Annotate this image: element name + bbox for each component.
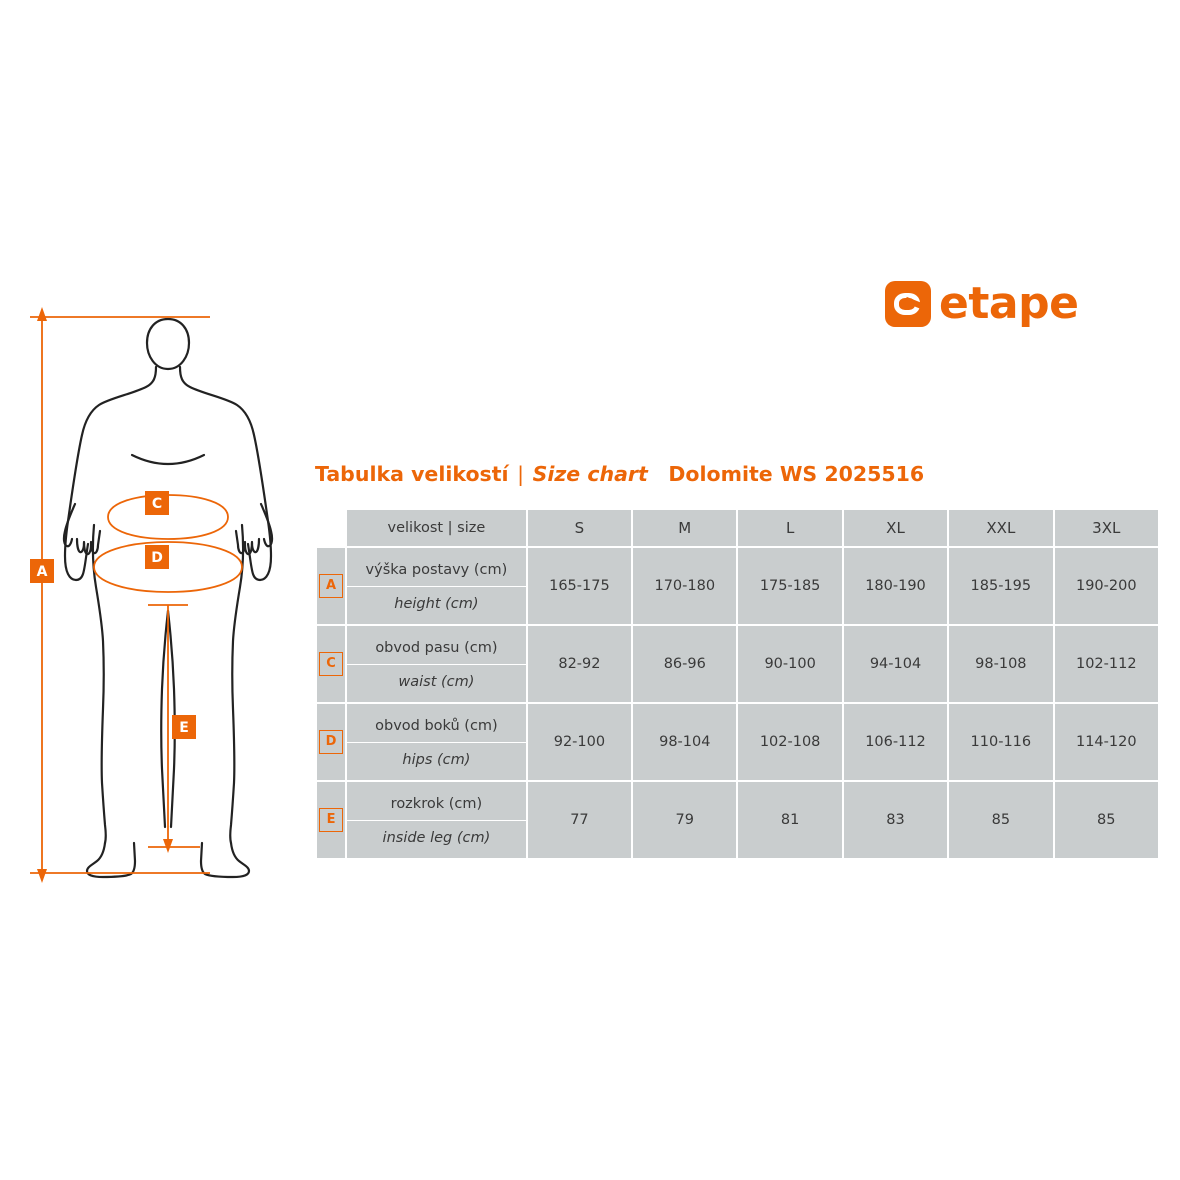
header-label: velikost | size [346,509,527,547]
row-letter-a [316,547,346,625]
chart-title-en: Size chart [532,462,648,486]
header-letter-spacer [316,509,346,547]
cell-height-xxl: 185-195 [948,547,1053,625]
table-row [316,703,1159,781]
row-label-inside-leg [346,781,527,859]
row-letter-badge: E [319,808,343,832]
row-label-en: height (cm) [394,595,479,612]
table-row [316,625,1159,703]
row-letter-badge: C [319,652,343,676]
cell-height-xl: 180-190 [843,547,948,625]
row-label-en: inside leg (cm) [382,829,491,846]
body-measurement-figure [20,295,300,925]
cell-hips-3xl: 114-120 [1054,703,1159,781]
row-label-cz: rozkrok (cm) [347,787,526,821]
cell-waist-l: 90-100 [737,625,842,703]
cell-height-3xl: 190-200 [1054,547,1159,625]
chart-title [315,462,924,486]
row-letter-e [316,781,346,859]
cell-hips-xxl: 110-116 [948,703,1053,781]
row-letter-d [316,703,346,781]
cell-inside-leg-xxl: 85 [948,781,1053,859]
svg-text:D: D [151,550,163,566]
row-label-hips [346,703,527,781]
header-size-l: L [737,509,842,547]
chart-title-cz: Tabulka velikostí [315,462,509,486]
cell-hips-m: 98-104 [632,703,737,781]
row-label-en: hips (cm) [402,751,471,768]
cell-height-l: 175-185 [737,547,842,625]
chart-title-product: Dolomite WS 2025516 [668,462,925,486]
cell-hips-s: 92-100 [527,703,632,781]
row-letter-badge: A [319,574,343,598]
row-label-cz: obvod boků (cm) [347,709,526,743]
size-chart-table [315,508,1160,860]
chart-title-separator: | [517,462,525,486]
cell-inside-leg-l: 81 [737,781,842,859]
etape-logo-text: etape [939,278,1079,329]
svg-text:C: C [151,496,163,512]
row-letter-c [316,625,346,703]
cell-waist-s: 82-92 [527,625,632,703]
header-size-m: M [632,509,737,547]
row-label-cz: obvod pasu (cm) [347,631,526,665]
row-label-en: waist (cm) [398,673,475,690]
svg-text:A: A [36,564,48,580]
etape-logo [885,278,1078,329]
header-size-xxl: XXL [948,509,1053,547]
cell-inside-leg-s: 77 [527,781,632,859]
svg-text:E: E [179,720,189,736]
cell-inside-leg-3xl: 85 [1054,781,1159,859]
cell-inside-leg-xl: 83 [843,781,948,859]
cell-waist-xl: 94-104 [843,625,948,703]
cell-waist-xxl: 98-108 [948,625,1053,703]
cell-waist-3xl: 102-112 [1054,625,1159,703]
table-row [316,781,1159,859]
row-label-cz: výška postavy (cm) [347,553,526,587]
row-label-height [346,547,527,625]
table-header-row [316,509,1159,547]
cell-hips-l: 102-108 [737,703,842,781]
table-row [316,547,1159,625]
cell-inside-leg-m: 79 [632,781,737,859]
header-size-3xl: 3XL [1054,509,1159,547]
header-size-s: S [527,509,632,547]
header-size-xl: XL [843,509,948,547]
cell-height-m: 170-180 [632,547,737,625]
cell-waist-m: 86-96 [632,625,737,703]
cell-hips-xl: 106-112 [843,703,948,781]
cell-height-s: 165-175 [527,547,632,625]
row-label-waist [346,625,527,703]
row-letter-badge: D [319,730,343,754]
etape-logo-mark-icon [885,281,931,327]
